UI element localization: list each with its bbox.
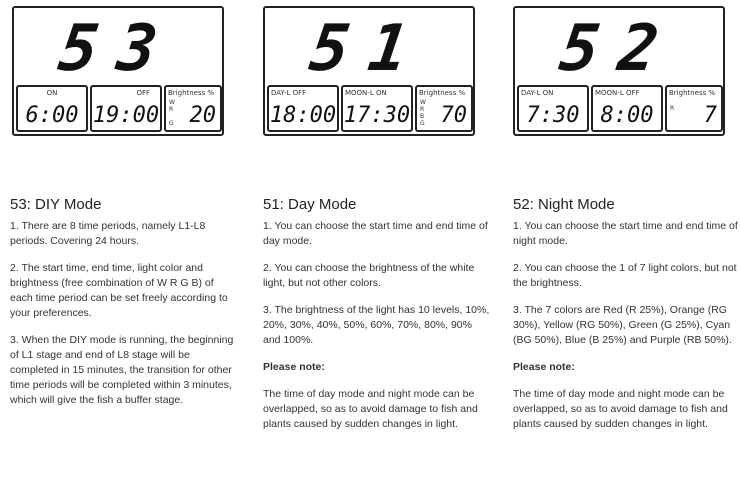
paragraph: 1. There are 8 time periods, namely L1-L8 periods. Covering 24 hours. <box>10 220 206 247</box>
brightness-label: Brightness % <box>669 89 716 97</box>
night-mode-column <box>513 196 740 444</box>
display-panel-night <box>513 6 725 136</box>
display-panel-day <box>263 6 475 136</box>
brightness-cell <box>164 85 222 132</box>
cell-label: DAY-L ON <box>521 89 554 97</box>
brightness-value: 20 <box>189 103 216 128</box>
cell-time: 18:00 <box>269 103 337 128</box>
on-time-cell <box>16 85 88 132</box>
color-letter: R <box>169 106 174 113</box>
brightness-label: Brightness % <box>168 89 215 97</box>
paragraph: 3. The brightness of the light has 10 levels, 10%, 20%, 30%, 40%, 50%, 60%, 70%, 80%, 90% and 100%. <box>263 304 490 346</box>
mode-number: 52 <box>555 12 683 86</box>
moon-off-cell <box>591 85 663 132</box>
note-text: The time of day mode and night mode can be overlapped, so as to avoid damage to fish and plants caused by sudden changes in light. <box>513 388 728 430</box>
off-time-cell <box>90 85 162 132</box>
color-letter: R <box>670 105 675 112</box>
diy-mode-column <box>10 196 238 420</box>
day-on-cell <box>517 85 589 132</box>
color-letter: W <box>169 99 175 106</box>
color-letter: G <box>169 120 174 127</box>
brightness-label: Brightness % <box>419 89 466 97</box>
note-heading: Please note: <box>513 361 575 373</box>
cell-label: MOON-L OFF <box>595 89 640 97</box>
paragraph: 3. When the DIY mode is running, the beginning of L1 stage and end of L8 stage will be completed in 15 minutes, the transition for other time periods will be completed within 3 minutes, which will give the fish a buffer stage. <box>10 334 234 406</box>
display-panel-diy <box>12 6 224 136</box>
paragraph: 1. You can choose the start time and end time of night mode. <box>513 220 738 247</box>
moon-on-cell <box>341 85 413 132</box>
color-letter: B <box>420 113 425 120</box>
brightness-cell <box>665 85 723 132</box>
mode-number: 51 <box>305 12 433 86</box>
note-heading: Please note: <box>263 361 325 373</box>
color-letters <box>169 99 177 127</box>
paragraph: 2. The start time, end time, light color and brightness (free combination of W R G B) of each time period can be set freely according to your preferences. <box>10 262 228 319</box>
brightness-value: 70 <box>440 103 467 128</box>
mode-number: 53 <box>54 12 182 86</box>
cell-time: 7:30 <box>526 103 580 128</box>
brightness-cell <box>415 85 473 132</box>
column-title: 51: Day Mode <box>263 196 357 213</box>
cell-time: 8:00 <box>600 103 654 128</box>
column-title: 52: Night Mode <box>513 196 615 213</box>
cell-label: ON <box>46 89 58 97</box>
color-letter <box>169 113 177 120</box>
cell-time: 6:00 <box>25 103 79 128</box>
color-letters <box>420 99 428 127</box>
color-letters <box>670 105 678 112</box>
cell-time: 19:00 <box>92 103 160 128</box>
cell-label: OFF <box>136 89 150 97</box>
day-mode-column <box>263 196 491 444</box>
color-letter: G <box>420 120 425 127</box>
cell-time: 17:30 <box>343 103 411 128</box>
paragraph: 2. You can choose the brightness of the white light, but not other colors. <box>263 262 475 289</box>
paragraph: 2. You can choose the 1 of 7 light colors, but not the brightness. <box>513 262 737 289</box>
paragraph: 1. You can choose the start time and end time of day mode. <box>263 220 488 247</box>
paragraph: 3. The 7 colors are Red (R 25%), Orange (RG 30%), Yellow (RG 50%), Green (G 25%), Cyan (BG 50%), Blue (B 25%) and Purple (RB 50%). <box>513 304 732 346</box>
column-title: 53: DIY Mode <box>10 196 102 213</box>
cell-label: MOON-L ON <box>345 89 387 97</box>
color-letter: R <box>420 106 425 113</box>
brightness-value: 7 <box>703 103 717 128</box>
color-letter: W <box>420 99 426 106</box>
note-text: The time of day mode and night mode can be overlapped, so as to avoid damage to fish and plants caused by sudden changes in light. <box>263 388 478 430</box>
day-off-cell <box>267 85 339 132</box>
cell-label: DAY-L OFF <box>271 89 307 97</box>
